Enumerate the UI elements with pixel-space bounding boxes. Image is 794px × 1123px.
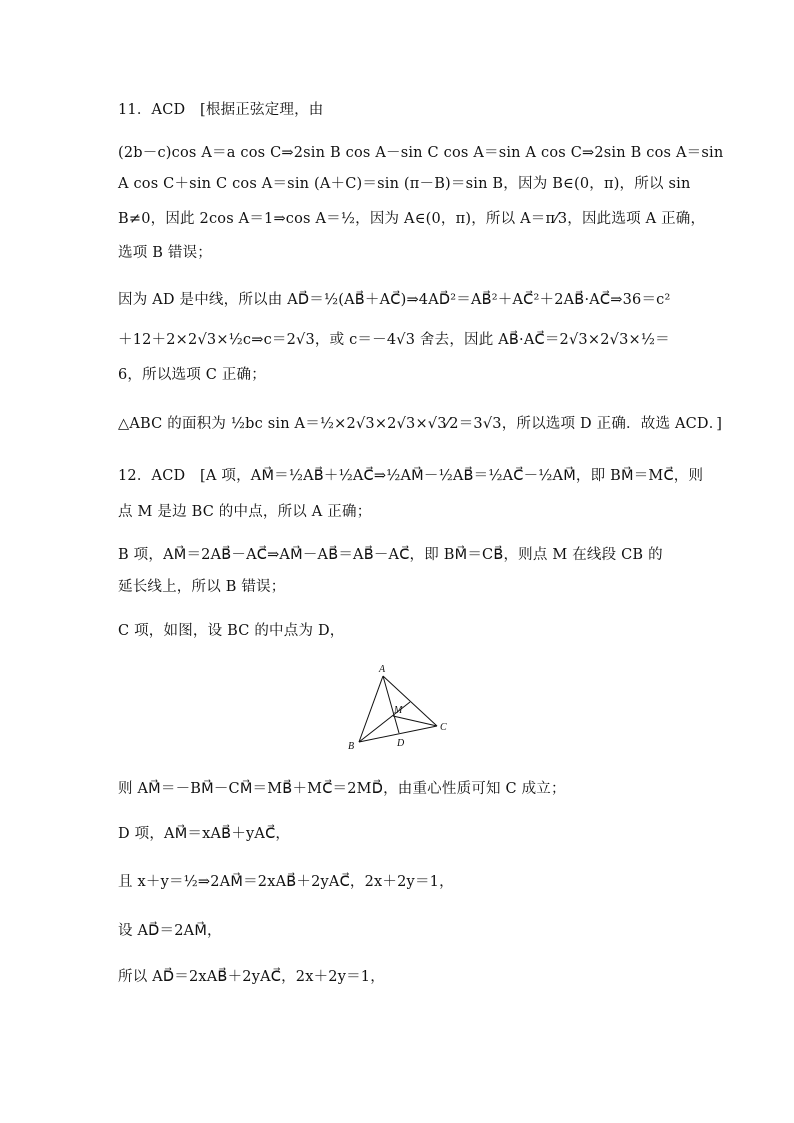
label-d: D xyxy=(397,738,405,749)
q12-line-10: 所以 AD⃗＝2xAB⃗＋2yAC⃗，2x＋2y＝1， xyxy=(118,969,385,985)
label-c: C xyxy=(440,722,447,733)
q12-line-4: 延长线上，所以 B 错误； xyxy=(118,579,286,595)
label-m: M xyxy=(394,705,403,716)
q12-line-2: 点 M 是边 BC 的中点，所以 A 正确； xyxy=(118,504,372,520)
q11-line-4: B≠0，因此 2cos A＝1⇒cos A＝½，因为 A∈(0，π)，所以 A＝π⁄3，因此选项 A 正确， xyxy=(118,211,706,227)
edge-ac xyxy=(383,676,437,726)
q11-line-7: ＋12＋2×2√3×½c⇒c＝2√3，或 c＝－4√3 舍去，因此 AB⃗·AC⃗＝2√3×2√3×½＝ xyxy=(118,332,670,348)
q12-line-6: 则 AM⃗＝－BM⃗－CM⃗＝MB⃗＋MC⃗＝2MD⃗，由重心性质可知 C 成立； xyxy=(118,781,566,797)
q12-line-5: C 项，如图，设 BC 的中点为 D， xyxy=(118,623,345,639)
segment-mc xyxy=(393,716,437,726)
q12-line-7: D 项，AM⃗＝xAB⃗＋yAC⃗， xyxy=(118,826,291,842)
q11-line-1: 11．ACD [根据正弦定理，由 xyxy=(118,102,324,118)
label-b: B xyxy=(348,741,355,752)
triangle-figure xyxy=(343,660,455,752)
q12-line-9: 设 AD⃗＝2AM⃗， xyxy=(118,923,222,939)
q12-line-8: 且 x＋y＝½⇒2AM⃗＝2xAB⃗＋2yAC⃗，2x＋2y＝1， xyxy=(118,874,454,890)
label-a: A xyxy=(379,664,386,675)
q11-line-2: (2b－c)cos A＝a cos C⇒2sin B cos A－sin C cos A＝sin A cos C⇒2sin B cos A＝sin xyxy=(118,145,724,161)
q12-line-3: B 项，AM⃗＝2AB⃗－AC⃗⇒AM⃗－AB⃗＝AB⃗－AC⃗，即 BM⃗＝CB⃗，则点 M 在线段 CB 的 xyxy=(118,547,663,563)
q11-line-3: A cos C＋sin C cos A＝sin (A＋C)＝sin (π－B)＝sin B，因为 B∈(0，π)，所以 sin xyxy=(118,176,691,192)
q11-line-5: 选项 B 错误； xyxy=(118,245,212,261)
q11-line-9: △ABC 的面积为 ½bc sin A＝½×2√3×2√3×√3⁄2＝3√3，所以选项 D 正确．故选 ACD．] xyxy=(118,416,723,432)
q11-line-8: 6，所以选项 C 正确； xyxy=(118,367,266,383)
q11-line-6: 因为 AD 是中线，所以由 AD⃗＝½(AB⃗＋AC⃗)⇒4AD⃗²＝AB⃗²＋AC⃗²＋2AB⃗·AC⃗⇒36＝c² xyxy=(118,292,671,308)
q12-line-1: 12．ACD [A 项，AM⃗＝½AB⃗＋½AC⃗⇒½AM⃗－½AB⃗＝½AC⃗－½AM⃗，即 BM⃗＝MC⃗，则 xyxy=(118,468,704,484)
